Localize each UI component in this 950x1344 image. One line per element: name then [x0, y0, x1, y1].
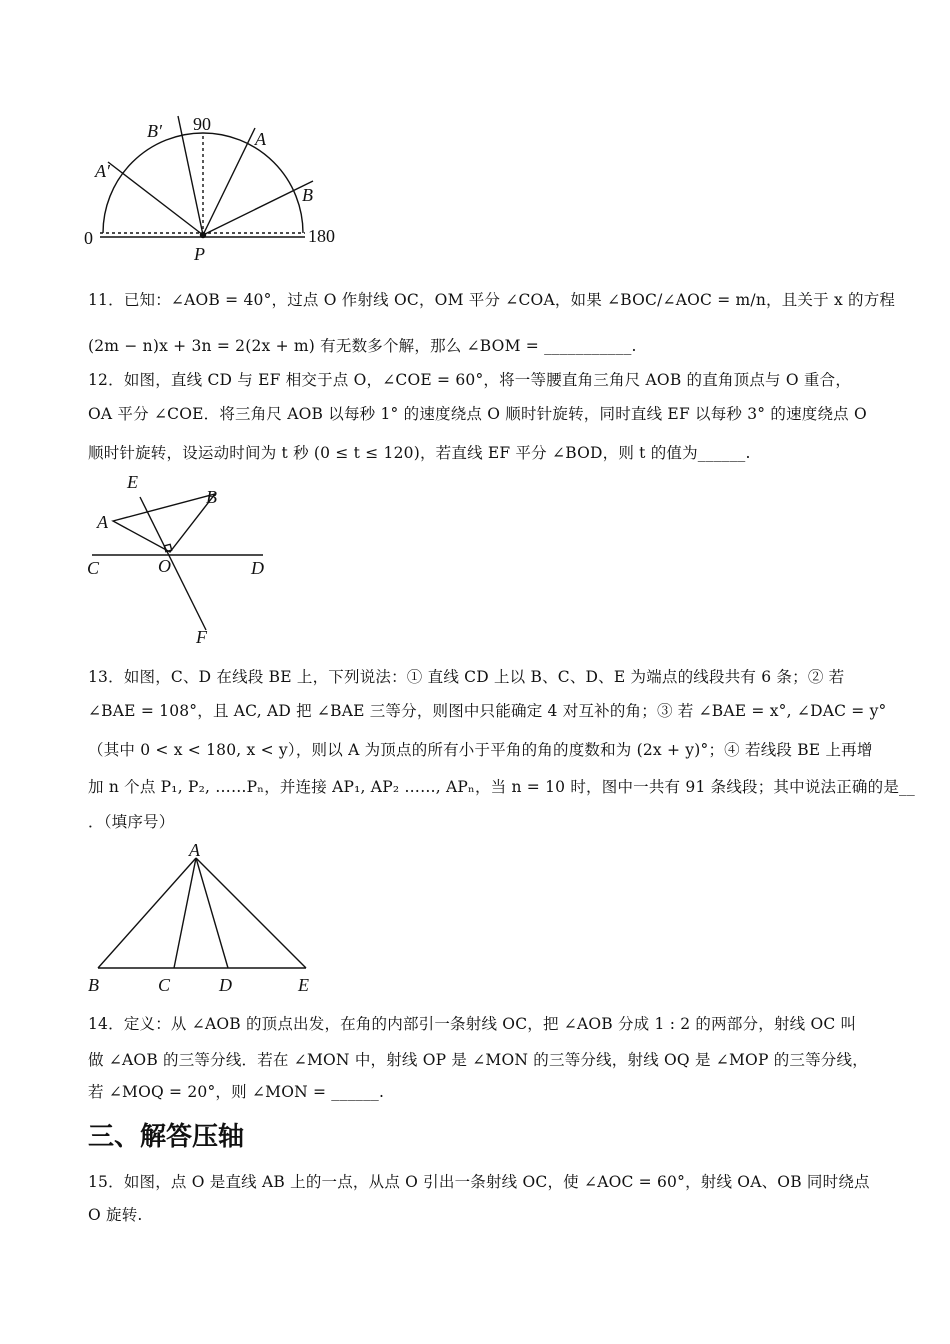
- right-angle-mark: [164, 544, 171, 551]
- section-heading: 三、解答压轴: [88, 1122, 245, 1152]
- triangle-AOB: [113, 494, 215, 552]
- q13-line1: 13．如图，C、D 在线段 BE 上，下列说法：① 直线 CD 上以 B、C、D、E 为端点的线段共有 6 条；② 若: [88, 668, 845, 686]
- label-B: B: [88, 975, 99, 995]
- label-180: 180: [308, 226, 335, 246]
- ray-PB: [203, 181, 313, 235]
- protractor-figure: [100, 116, 313, 238]
- line-EF: [140, 497, 206, 630]
- q13-line4: 加 n 个点 P₁, P₂, ……Pₙ，并连接 AP₁, AP₂ ……, APₙ，当 n = 10 时，图中一共有 91 条线段；其中说法正确的是__: [88, 778, 915, 796]
- label-F: F: [196, 627, 207, 647]
- label-D: D: [219, 975, 232, 995]
- label-C: C: [87, 558, 100, 578]
- label-A: A: [255, 129, 266, 149]
- label-E: E: [127, 472, 138, 492]
- q14-line1: 14．定义：从 ∠AOB 的顶点出发，在角的内部引一条射线 OC，把 ∠AOB 分成 1 : 2 的两部分，射线 OC 叫: [88, 1015, 857, 1033]
- ray-PA: [203, 128, 255, 235]
- segment-AB: [98, 858, 196, 968]
- label-P: P: [194, 244, 205, 264]
- label-O: O: [158, 556, 171, 576]
- label-B: B: [302, 185, 313, 205]
- label-0: 0: [84, 228, 93, 248]
- triangle-figure: [98, 858, 306, 968]
- q13-line2: ∠BAE = 108°，且 AC, AD 把 ∠BAE 三等分，则图中只能确定 4 对互补的角；③ 若 ∠BAE = x°, ∠DAC = y°: [88, 702, 887, 720]
- intersecting-lines-figure: [92, 494, 263, 630]
- label-C: C: [158, 975, 171, 995]
- label-B-prime: B′: [147, 121, 162, 141]
- label-90: 90: [193, 114, 211, 134]
- q15-line2: O 旋转.: [88, 1206, 143, 1224]
- q13-line5: ．（填序号）: [88, 813, 175, 831]
- q13-line3: （其中 0 < x < 180, x < y），则以 A 为顶点的所有小于平角的角的度数和为 (2x + y)°；④ 若线段 BE 上再增: [88, 741, 873, 759]
- q14-line3: 若 ∠MOQ = 20°，则 ∠MON = ______.: [88, 1083, 385, 1101]
- segment-AC: [174, 858, 196, 968]
- q14-line2: 做 ∠AOB 的三等分线．若在 ∠MON 中，射线 OP 是 ∠MON 的三等分线，射线 OQ 是 ∠MOP 的三等分线，: [88, 1051, 868, 1069]
- q11-line1: 11．已知：∠AOB = 40°，过点 O 作射线 OC，OM 平分 ∠COA，如果 ∠BOC/∠AOC = m/n，且关于 x 的方程: [88, 291, 896, 309]
- q12-line2: OA 平分 ∠COE．将三角尺 AOB 以每秒 1° 的速度绕点 O 顺时针旋转，同时直线 EF 以每秒 3° 的速度绕点 O: [88, 405, 867, 423]
- label-A-prime: A′: [95, 161, 110, 181]
- label-E: E: [298, 975, 309, 995]
- q15-line1: 15．如图，点 O 是直线 AB 上的一点，从点 O 引出一条射线 OC，使 ∠AOC = 60°，射线 OA、OB 同时绕点: [88, 1173, 870, 1191]
- label-D: D: [251, 558, 264, 578]
- q12-line3: 顺时针旋转，设运动时间为 t 秒 (0 ≤ t ≤ 120)，若直线 EF 平分 ∠BOD，则 t 的值为______.: [88, 444, 751, 462]
- point-P: [201, 233, 206, 238]
- q12-line1: 12．如图，直线 CD 与 EF 相交于点 O，∠COE = 60°，将一等腰直角三角尺 AOB 的直角顶点与 O 重合，: [88, 371, 852, 389]
- q11-line2: (2m − n)x + 3n = 2(2x + m) 有无数多个解，那么 ∠BOM = ___________.: [88, 337, 637, 355]
- label-A: A: [189, 840, 200, 860]
- label-B: B: [206, 487, 217, 507]
- ray-PA-prime: [108, 162, 203, 235]
- label-A: A: [97, 512, 108, 532]
